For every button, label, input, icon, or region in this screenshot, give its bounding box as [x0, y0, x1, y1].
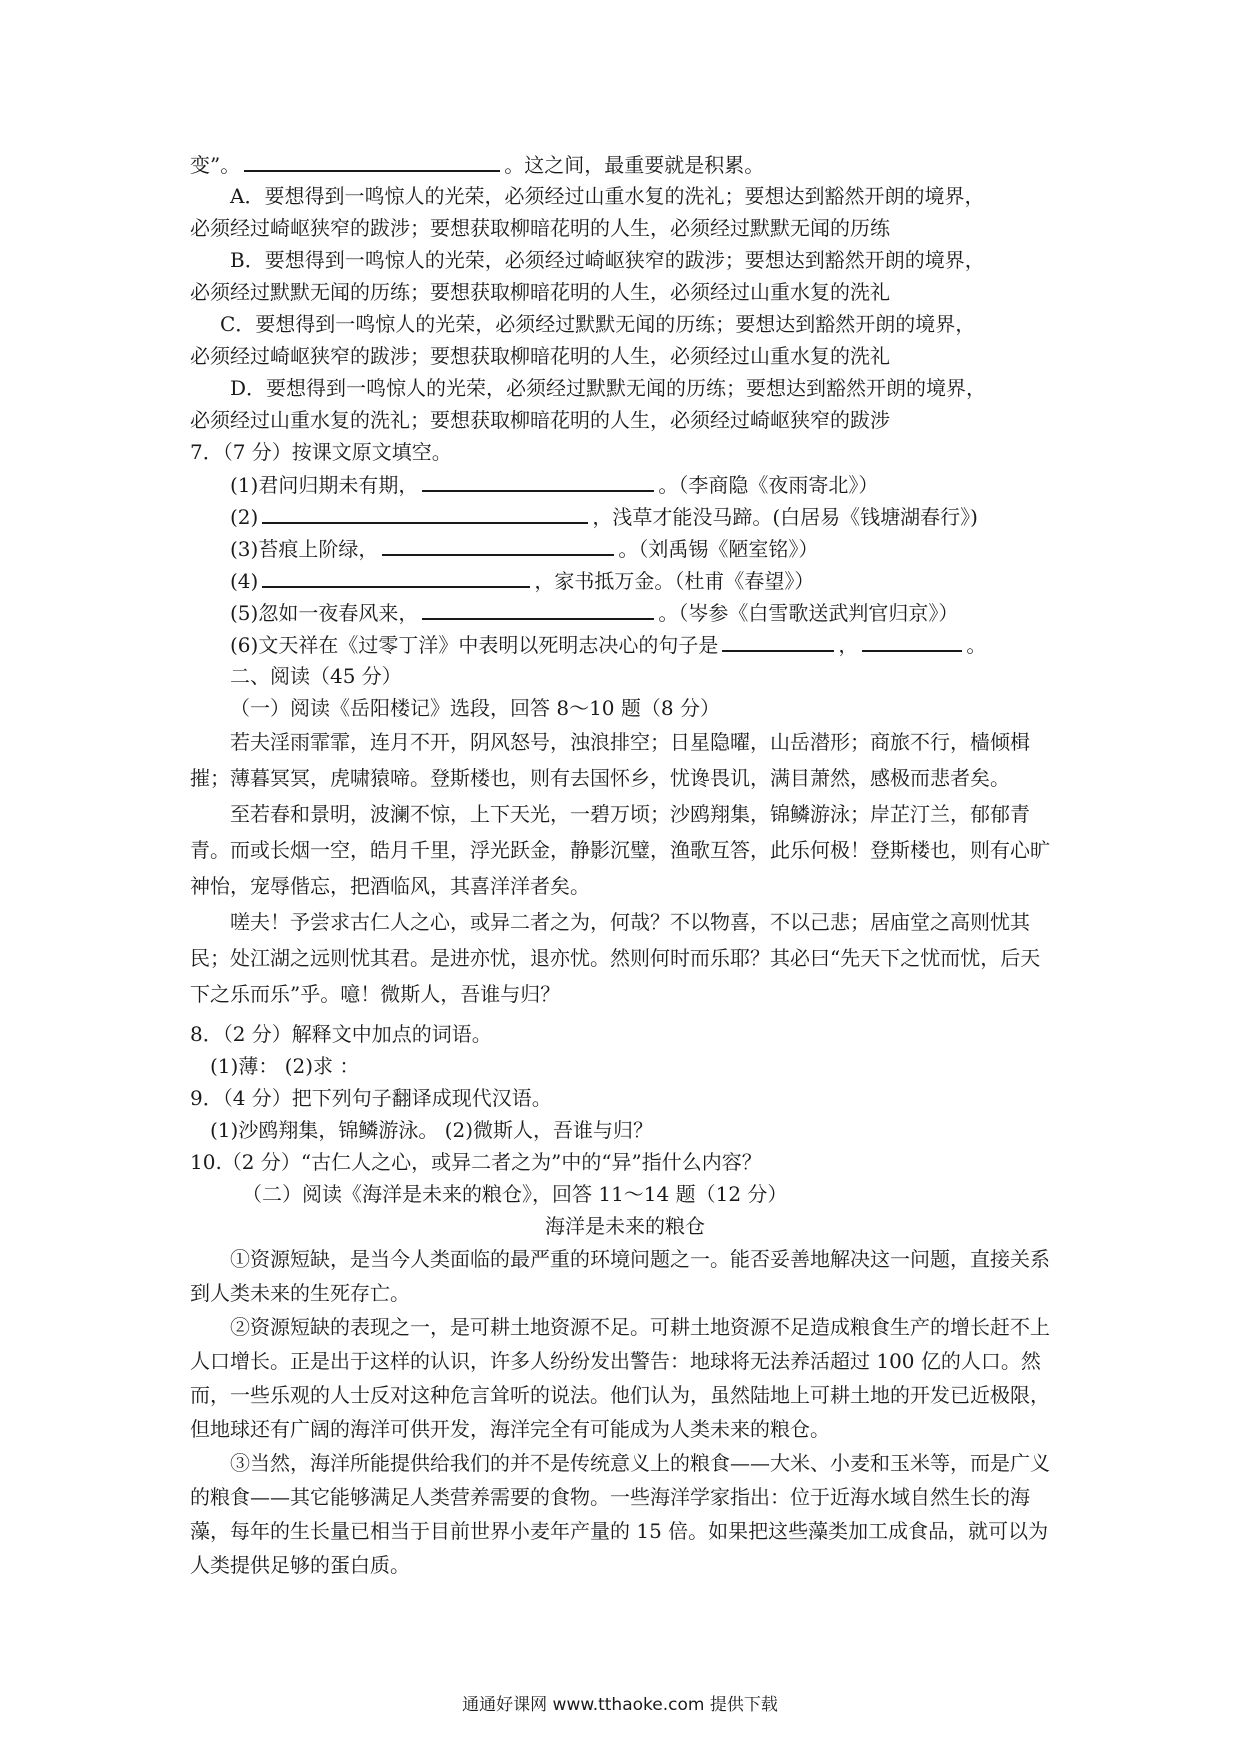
ocean-paragraph-1: ①资源短缺，是当今人类面临的最严重的环境问题之一。能否妥善地解决这一问题，直接关系到人类未来的生死存亡。: [190, 1247, 1050, 1305]
q7-item-6-blank-2[interactable]: [862, 628, 962, 652]
q7-stem: 7．（7 分）按课文原文填空。: [190, 440, 452, 464]
q7-item-5-suffix: 。（岑参《白雪歌送武判官归京》）: [658, 601, 959, 625]
part1-heading: （一）阅读《岳阳楼记》选段，回答 8～10 题（8 分）: [230, 696, 720, 720]
q7-item-3: [190, 532, 1060, 564]
part2-heading: （二）阅读《海洋是未来的粮仓》，回答 11～14 题（12 分）: [242, 1182, 788, 1206]
q7-item-1-blank[interactable]: [422, 468, 654, 492]
q7-item-4-blank[interactable]: [262, 564, 530, 588]
q6-option-d-line2: 必须经过山重水复的洗礼；要想获取柳暗花明的人生，必须经过崎岖狭窄的跋涉: [190, 408, 890, 432]
q9-items: (1)沙鸥翔集，锦鳞游泳。 (2)微斯人，吾谁与归？: [210, 1118, 654, 1142]
q6-stem-prefix: 变”。: [190, 153, 241, 177]
q6-stem-end: [190, 148, 1060, 180]
q7-item-5-prefix: (5)忽如一夜春风来，: [230, 601, 419, 625]
q7-item-6: [190, 628, 1060, 660]
q7-item-6-prefix: (6)文天祥在《过零丁洋》中表明以死明志决心的句子是: [230, 633, 719, 657]
q6-answer-blank[interactable]: [244, 148, 500, 172]
q7-item-2-prefix: (2): [230, 505, 259, 529]
q7-item-6-blank-1[interactable]: [722, 628, 834, 652]
q7-item-3-suffix: 。（刘禹锡《陋室铭》）: [618, 537, 819, 561]
q6-option-a-line1: A．要想得到一鸣惊人的光荣，必须经过山重水复的洗礼；要想达到豁然开朗的境界，: [230, 184, 985, 208]
q7-item-5: [190, 596, 1060, 628]
yueyang-paragraph-1: 若夫淫雨霏霏，连月不开，阴风怒号，浊浪排空；日星隐曜，山岳潜形；商旅不行，樯倾楫摧；薄暮冥冥，虎啸猿啼。登斯楼也，则有去国怀乡，忧谗畏讥，满目萧然，感极而悲者矣。: [190, 730, 1030, 790]
q7-item-2-suffix: ，浅草才能没马蹄。(白居易《钱塘湖春行》): [592, 505, 978, 529]
q6-stem-suffix: 。这之间，最重要就是积累。: [504, 153, 765, 177]
page-footer: 通通好课网 www.tthaoke.com 提供下载: [462, 1695, 778, 1715]
q6-option-a-line2: 必须经过崎岖狭窄的跋涉；要想获取柳暗花明的人生，必须经过默默无闻的历练: [190, 216, 890, 240]
q7-item-4-suffix: ，家书抵万金。（杜甫《春望》）: [534, 569, 815, 593]
q7-item-4: [190, 564, 1060, 596]
q7-item-6-suffix: 。: [966, 633, 987, 657]
yueyang-paragraph-3: 嗟夫！予尝求古仁人之心，或异二者之为，何哉？不以物喜，不以己悲；居庙堂之高则忧其民；处江湖之远则忧其君。是进亦忧，退亦忧。然则何时而乐耶？其必曰“先天下之忧而忧，后天下之乐而乐”乎。噫！微斯人，吾谁与归？: [190, 910, 1041, 1006]
q7-item-4-prefix: (4): [230, 569, 259, 593]
q9-stem: 9．（4 分）把下列句子翻译成现代汉语。: [190, 1086, 552, 1110]
q6-option-c-line2: 必须经过崎岖狭窄的跋涉；要想获取柳暗花明的人生，必须经过山重水复的洗礼: [190, 344, 890, 368]
q7-item-6-comma: ，: [838, 633, 859, 657]
ocean-paragraph-2: ②资源短缺的表现之一，是可耕土地资源不足。可耕土地资源不足造成粮食生产的增长赶不上人口增长。正是出于这样的认识，许多人纷纷发出警告：地球将无法养活超过 100 亿的人口。然而，一些乐观的人士反对这种危言耸听的说法。他们认为，虽然陆地上可耕土地的开发已近极限，但地球还有广阔的海洋可供开发，海洋完全有可能成为人类未来的粮仓。: [190, 1315, 1050, 1441]
yueyang-paragraph-2: 至若春和景明，波澜不惊，上下天光，一碧万顷；沙鸥翔集，锦鳞游泳；岸芷汀兰，郁郁青青。而或长烟一空，皓月千里，浮光跃金，静影沉璧，渔歌互答，此乐何极！登斯楼也，则有心旷神怡，宠辱偕忘，把酒临风，其喜洋洋者矣。: [190, 802, 1050, 898]
q6-option-b-line2: 必须经过默默无闻的历练；要想获取柳暗花明的人生，必须经过山重水复的洗礼: [190, 280, 890, 304]
q6-option-c-line1: C．要想得到一鸣惊人的光荣，必须经过默默无闻的历练；要想达到豁然开朗的境界，: [220, 312, 976, 336]
section2-heading: 二、阅读（45 分）: [230, 664, 402, 688]
page-content: [190, 148, 1060, 1582]
q7-item-2: [190, 500, 1060, 532]
q7-item-3-blank[interactable]: [382, 532, 614, 556]
article-title: 海洋是未来的粮仓: [545, 1214, 705, 1238]
q7-item-2-blank[interactable]: [262, 500, 588, 524]
q7-item-5-blank[interactable]: [422, 596, 654, 620]
q7-item-1-prefix: (1)君问归期未有期，: [230, 473, 419, 497]
q7-item-1-suffix: 。（李商隐《夜雨寄北》）: [658, 473, 879, 497]
q7-item-3-prefix: (3)苔痕上阶绿，: [230, 537, 379, 561]
q10-stem: 10.（2 分）“古仁人之心，或异二者之为”中的“异”指什么内容？: [190, 1150, 762, 1174]
q8-stem: 8．（2 分）解释文中加点的词语。: [190, 1022, 492, 1046]
ocean-paragraph-3: ③当然，海洋所能提供给我们的并不是传统意义上的粮食——大米、小麦和玉米等，而是广义的粮食——其它能够满足人类营养需要的食物。一些海洋学家指出：位于近海水域自然生长的海藻，每年的生长量已相当于目前世界小麦年产量的 15 倍。如果把这些藻类加工成食品，就可以为人类提供足够的蛋白质。: [190, 1451, 1050, 1577]
q6-option-b-line1: B．要想得到一鸣惊人的光荣，必须经过崎岖狭窄的跋涉；要想达到豁然开朗的境界，: [230, 248, 985, 272]
q8-items: (1)薄： (2)求 ：: [210, 1054, 360, 1078]
q7-item-1: [190, 468, 1060, 500]
q6-option-d-line1: D．要想得到一鸣惊人的光荣，必须经过默默无闻的历练；要想达到豁然开朗的境界，: [230, 376, 987, 400]
